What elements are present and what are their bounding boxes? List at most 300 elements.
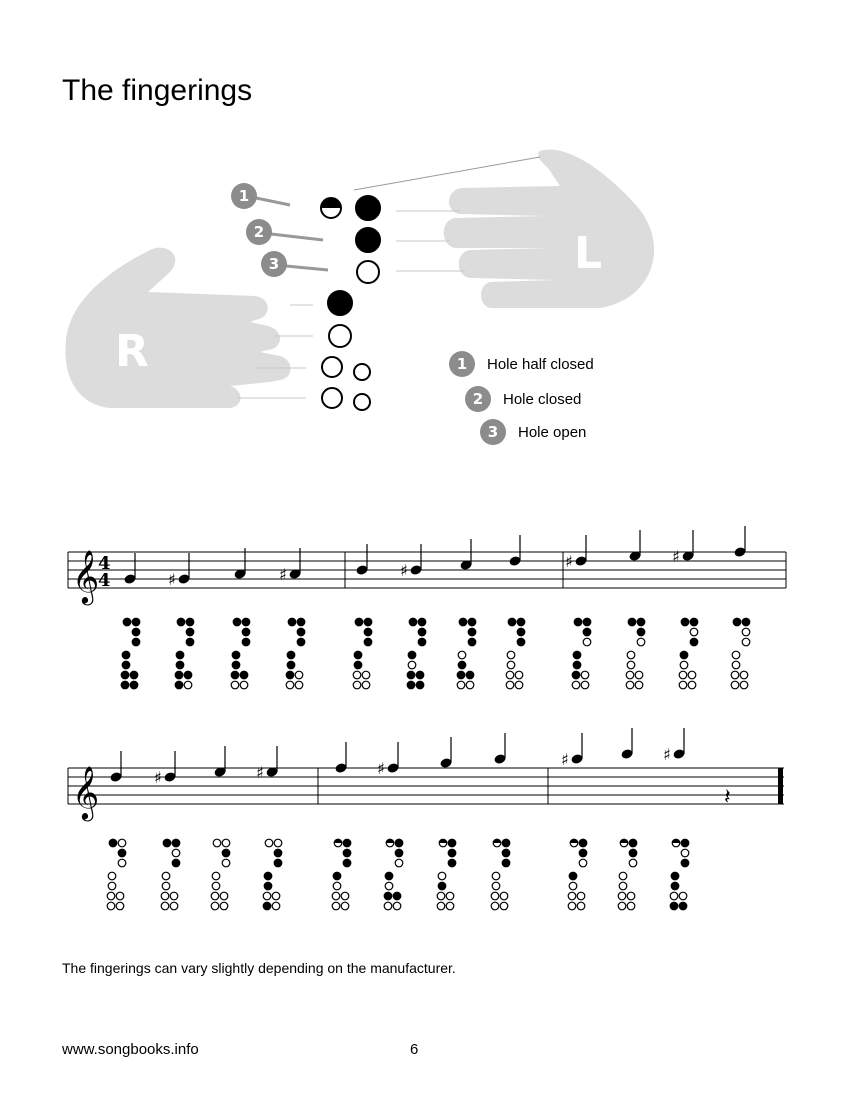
note-5 [334, 742, 347, 774]
hole-7a [263, 902, 271, 910]
hole-7a [670, 902, 678, 910]
hole-2 [222, 849, 230, 857]
hole-7a [506, 681, 514, 689]
hole-1 [579, 839, 587, 847]
hole-4 [328, 291, 352, 315]
hole-6a [407, 671, 415, 679]
hole-4 [333, 872, 341, 880]
thumb-hole [213, 839, 221, 847]
hole-6b [740, 671, 748, 679]
hole-5 [408, 661, 416, 669]
hole-2 [629, 849, 637, 857]
thumb-hole [177, 618, 185, 626]
hole-7b [170, 902, 178, 910]
sharp-sign: ♯ [279, 565, 287, 584]
hole-3 [242, 638, 250, 646]
hole-7a [384, 902, 392, 910]
small-hole-2 [354, 394, 370, 410]
hole-3 [468, 638, 476, 646]
hole-6b [272, 892, 280, 900]
left-hand-silhouette [444, 150, 654, 308]
page-title: The fingerings [62, 74, 253, 107]
hole-6a [731, 671, 739, 679]
hole-4 [507, 651, 515, 659]
final-barline [778, 768, 783, 804]
hole-4 [573, 651, 581, 659]
legend-text-1: Hole half closed [487, 355, 594, 373]
fingering-chart-10 [618, 839, 637, 910]
hole-7a [437, 902, 445, 910]
thumb-hole [288, 618, 296, 626]
hole-4 [492, 872, 500, 880]
hole-4 [619, 872, 627, 880]
note-6 [400, 544, 423, 580]
hole-2 [637, 628, 645, 636]
fingering-row-1 [121, 618, 750, 689]
hole-7a [618, 902, 626, 910]
hole-7b [688, 681, 696, 689]
hole-3 [172, 859, 180, 867]
hole-6a [618, 892, 626, 900]
hole-2 [132, 628, 140, 636]
hole-2 [448, 849, 456, 857]
note-10 [620, 728, 633, 760]
small-hole-1 [354, 364, 370, 380]
fingering-chart-3 [211, 839, 230, 910]
hole-2 [690, 628, 698, 636]
hole-6a [568, 892, 576, 900]
hole-5 [458, 661, 466, 669]
footer-url[interactable]: www.songbooks.info [62, 1041, 199, 1058]
hole-6a [491, 892, 499, 900]
hole-3 [357, 261, 379, 283]
hole-6a [572, 671, 580, 679]
hole-7b [341, 902, 349, 910]
hole-2 [583, 628, 591, 636]
hole-2 [118, 849, 126, 857]
hole-3 [579, 859, 587, 867]
hole-7b [577, 902, 585, 910]
hole-7a [231, 681, 239, 689]
hole-5 [122, 661, 130, 669]
staff-row-2 [68, 728, 784, 821]
hole-4 [458, 651, 466, 659]
hole-7a [731, 681, 739, 689]
hole-6a [384, 892, 392, 900]
quarter-rest: 𝄽 [724, 785, 731, 810]
hole-3 [186, 638, 194, 646]
fingering-chart-6 [384, 839, 403, 910]
hole-5 [232, 661, 240, 669]
hole-5 [385, 882, 393, 890]
callout-number-1: 1 [238, 187, 250, 205]
hole-2 [186, 628, 194, 636]
hole-6a [506, 671, 514, 679]
fingering-chart-12 [731, 618, 750, 689]
hole-7b [116, 902, 124, 910]
hole-1 [690, 618, 698, 626]
hole-3 [297, 638, 305, 646]
hole-4 [264, 872, 272, 880]
thumb-hole [628, 618, 636, 626]
hole-1 [274, 839, 282, 847]
hole-5 [619, 882, 627, 890]
left-hand-label: L [573, 228, 603, 279]
hole-4 [438, 872, 446, 880]
hole-1 [172, 839, 180, 847]
hole-1 [583, 618, 591, 626]
hole-2 [742, 628, 750, 636]
thumb-hole [233, 618, 241, 626]
hole-4 [212, 872, 220, 880]
time-sig-bottom: 4 [98, 570, 111, 591]
hole-4 [162, 872, 170, 880]
hole-7a [568, 902, 576, 910]
hole-4 [680, 651, 688, 659]
note-2 [168, 553, 191, 589]
note-11 [663, 728, 686, 764]
note-2 [154, 751, 177, 787]
note-6 [377, 742, 400, 778]
sharp-sign: ♯ [400, 561, 408, 580]
fingering-chart-1 [121, 618, 140, 689]
footnote: The fingerings can vary slightly depending on the manufacturer. [62, 960, 456, 976]
hole-6a [121, 671, 129, 679]
sharp-sign: ♯ [168, 570, 176, 589]
sharp-sign: ♯ [256, 763, 264, 782]
thumb-hole [109, 839, 117, 847]
fingering-chart-8 [506, 618, 525, 689]
hole-6b [500, 892, 508, 900]
thumb-line [354, 157, 540, 190]
hole-6a [626, 671, 634, 679]
hole-6b [581, 671, 589, 679]
hole-6b [446, 892, 454, 900]
hole-3 [418, 638, 426, 646]
thumb-hole [681, 618, 689, 626]
hole-7 [322, 388, 342, 408]
fingering-chart-7 [457, 618, 476, 689]
hole-5 [492, 882, 500, 890]
fingering-chart-4 [263, 839, 282, 910]
note-9 [561, 733, 584, 769]
hole-1 [681, 839, 689, 847]
fingering-chart-9 [572, 618, 591, 689]
hole-7b [466, 681, 474, 689]
thumb-hole [163, 839, 171, 847]
treble-clef: 𝄞 [72, 765, 100, 819]
hole-3 [742, 638, 750, 646]
hole-3 [132, 638, 140, 646]
hole-5 [507, 661, 515, 669]
hole-4 [122, 651, 130, 659]
treble-clef: 𝄞 [72, 549, 100, 603]
hole-3 [681, 859, 689, 867]
hole-6a [353, 671, 361, 679]
hole-1 [364, 618, 372, 626]
hole-5 [573, 661, 581, 669]
hole-1 [343, 839, 351, 847]
hole-2 [297, 628, 305, 636]
hole-2 [468, 628, 476, 636]
fingering-chart-2 [175, 618, 194, 689]
note-7 [459, 539, 472, 571]
hole-5 [569, 882, 577, 890]
hole-6a [670, 892, 678, 900]
hole-1 [242, 618, 250, 626]
hole-4 [569, 872, 577, 880]
hole-6b [184, 671, 192, 679]
hole-2 [681, 849, 689, 857]
hole-2 [242, 628, 250, 636]
sharp-sign: ♯ [377, 759, 385, 778]
hole-6b [679, 892, 687, 900]
note-5 [355, 544, 368, 576]
hole-7b [515, 681, 523, 689]
fingering-chart-7 [437, 839, 456, 910]
fingering-chart-9 [568, 839, 587, 910]
hole-7b [679, 902, 687, 910]
thumb-hole [123, 618, 131, 626]
hole-6b [416, 671, 424, 679]
hole-2 [274, 849, 282, 857]
right-hand-shape [65, 248, 290, 408]
hole-7a [353, 681, 361, 689]
hole-5 [287, 661, 295, 669]
hole-7b [130, 681, 138, 689]
hole-6a [437, 892, 445, 900]
fingering-chart-10 [626, 618, 645, 689]
callout-line-2 [271, 234, 323, 240]
hole-3 [118, 859, 126, 867]
left-hand-shape [444, 150, 654, 308]
note-8 [493, 733, 506, 765]
hole-1 [502, 839, 510, 847]
hole-4 [232, 651, 240, 659]
hole-2 [517, 628, 525, 636]
fingering-chart-6 [407, 618, 426, 689]
callout-line-3 [286, 266, 328, 270]
hole-1 [742, 618, 750, 626]
legend-closed [465, 386, 581, 412]
page-number: 6 [410, 1041, 419, 1058]
fingering-chart-5 [332, 839, 351, 910]
fingering-chart-4 [286, 618, 305, 689]
note-7 [439, 737, 452, 769]
hole-3 [502, 859, 510, 867]
hole-2 [172, 849, 180, 857]
hole-6b [295, 671, 303, 679]
hole-6b [116, 892, 124, 900]
hole-4 [385, 872, 393, 880]
hole-7a [491, 902, 499, 910]
right-hand-silhouette [65, 248, 290, 408]
right-hand-label: R [115, 326, 149, 377]
legend-text-3: Hole open [518, 423, 587, 441]
hole-3 [448, 859, 456, 867]
hole-7b [362, 681, 370, 689]
hole-6b [362, 671, 370, 679]
hole-5 [732, 661, 740, 669]
hole-7a [211, 902, 219, 910]
fingering-chart-11 [670, 839, 689, 910]
hole-7a [407, 681, 415, 689]
hole-1 [395, 839, 403, 847]
fingering-chart-2 [161, 839, 180, 910]
hole-2 [579, 849, 587, 857]
hole-2 [343, 849, 351, 857]
hole-7a [332, 902, 340, 910]
hole-7b [393, 902, 401, 910]
hole-7b [581, 681, 589, 689]
note-3 [233, 548, 246, 580]
hole-6a [457, 671, 465, 679]
hole-4 [108, 872, 116, 880]
hole-4 [176, 651, 184, 659]
hole-4 [732, 651, 740, 659]
hole-7b [295, 681, 303, 689]
thumb-hole [355, 618, 363, 626]
hole-2 [395, 849, 403, 857]
hole-1 [468, 618, 476, 626]
hole-3 [583, 638, 591, 646]
hole-1 [448, 839, 456, 847]
hole-7b [500, 902, 508, 910]
legend-half-closed [449, 351, 594, 377]
hole-6a [679, 671, 687, 679]
thumb-hole [733, 618, 741, 626]
legend-text-2: Hole closed [503, 390, 582, 408]
note-9 [565, 535, 588, 571]
hole-1 [118, 839, 126, 847]
hole-6b [466, 671, 474, 679]
hole-5 [108, 882, 116, 890]
hole-7a [107, 902, 115, 910]
sharp-sign: ♯ [565, 552, 573, 571]
thumb-hole [459, 618, 467, 626]
hole-6b [688, 671, 696, 679]
hole-6a [161, 892, 169, 900]
hole-4 [408, 651, 416, 659]
thumb-hole [508, 618, 516, 626]
hole-6a [211, 892, 219, 900]
hole-4 [671, 872, 679, 880]
hole-7b [240, 681, 248, 689]
hole-diagram [321, 196, 380, 410]
hole-7a [286, 681, 294, 689]
hole-4 [287, 651, 295, 659]
hole-7b [740, 681, 748, 689]
hole-5 [680, 661, 688, 669]
sharp-sign: ♯ [561, 750, 569, 769]
hole-7a [572, 681, 580, 689]
hole-1 [222, 839, 230, 847]
hole-6a [263, 892, 271, 900]
fingering-row-2 [107, 839, 689, 910]
hole-5 [264, 882, 272, 890]
hole-5 [438, 882, 446, 890]
hole-2 [356, 228, 380, 252]
hole-1 [629, 839, 637, 847]
hole-7a [679, 681, 687, 689]
hole-3 [274, 859, 282, 867]
hole-5 [162, 882, 170, 890]
hole-5 [333, 882, 341, 890]
thumb-hole-half-fill [321, 198, 341, 208]
hole-7b [416, 681, 424, 689]
hole-6b [220, 892, 228, 900]
sharp-sign: ♯ [663, 745, 671, 764]
hole-5 [176, 661, 184, 669]
sharp-sign: ♯ [154, 768, 162, 787]
hole-2 [502, 849, 510, 857]
hole-6b [627, 892, 635, 900]
time-sig-top: 4 [98, 553, 111, 574]
fingering-chart-1 [107, 839, 126, 910]
hole-3 [343, 859, 351, 867]
hole-7a [161, 902, 169, 910]
hole-7b [446, 902, 454, 910]
hole-5 [354, 661, 362, 669]
hole-7b [220, 902, 228, 910]
hole-1 [418, 618, 426, 626]
legend-badge-3: 3 [480, 419, 506, 445]
hole-3 [222, 859, 230, 867]
hole-7a [121, 681, 129, 689]
hole-7b [184, 681, 192, 689]
hole-3 [395, 859, 403, 867]
legend-open [480, 419, 586, 445]
note-8 [508, 535, 521, 567]
legend-badge-1: 1 [449, 351, 475, 377]
hole-4 [627, 651, 635, 659]
hole-3 [364, 638, 372, 646]
fingering-chart-5 [353, 618, 372, 689]
fingering-chart-3 [231, 618, 250, 689]
hole-5 [212, 882, 220, 890]
callout-number-3: 3 [268, 255, 280, 273]
staff-row-1 [68, 526, 786, 605]
thumb-hole [409, 618, 417, 626]
hole-1 [186, 618, 194, 626]
hole-3 [690, 638, 698, 646]
hole-7b [635, 681, 643, 689]
hole-5 [671, 882, 679, 890]
hole-6b [515, 671, 523, 679]
sharp-sign: ♯ [672, 547, 680, 566]
hole-6b [130, 671, 138, 679]
callout-number-2: 2 [253, 223, 265, 241]
hole-6b [240, 671, 248, 679]
hole-6 [322, 357, 342, 377]
hole-6a [231, 671, 239, 679]
hole-6a [286, 671, 294, 679]
hole-7a [457, 681, 465, 689]
legend-badge-2: 2 [465, 386, 491, 412]
callout-line-1 [256, 198, 290, 205]
hole-3 [517, 638, 525, 646]
hole-5 [627, 661, 635, 669]
note-1 [123, 553, 136, 585]
thumb-hole [574, 618, 582, 626]
thumb-hole [265, 839, 273, 847]
note-1 [109, 751, 122, 783]
hole-5 [329, 325, 351, 347]
note-12 [733, 526, 746, 558]
hole-6b [635, 671, 643, 679]
hole-1 [637, 618, 645, 626]
hole-6b [170, 892, 178, 900]
